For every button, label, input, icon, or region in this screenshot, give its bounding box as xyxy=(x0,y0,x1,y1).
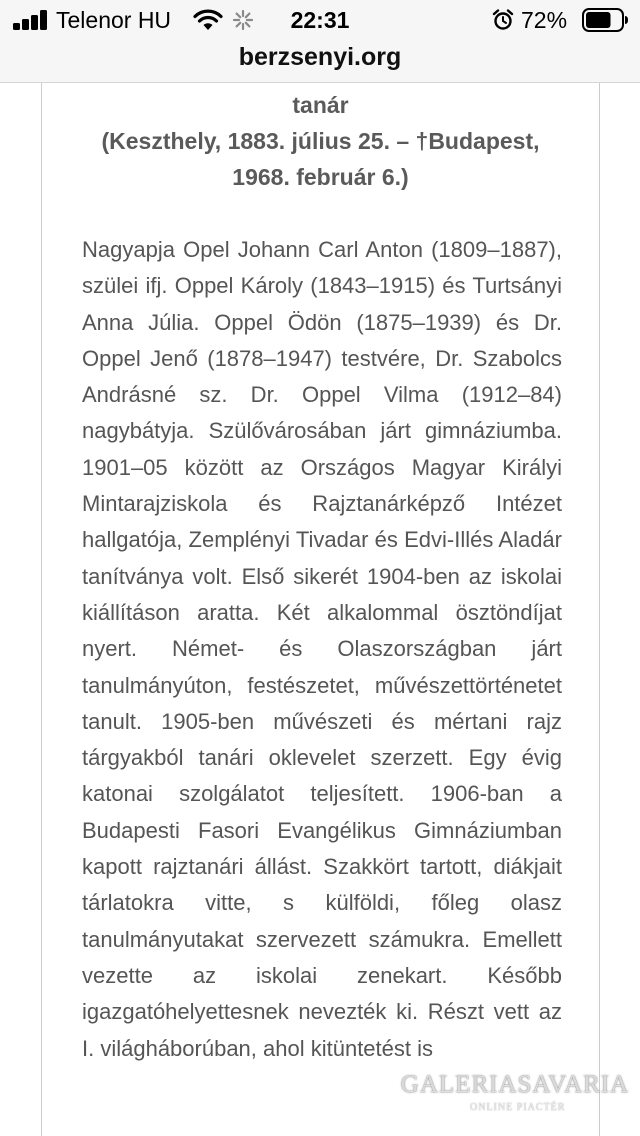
url-text[interactable]: berzsenyi.org xyxy=(238,43,402,71)
clock: 22:31 xyxy=(290,7,350,33)
battery-icon xyxy=(582,8,628,32)
alarm-icon xyxy=(492,9,514,31)
web-page xyxy=(0,83,640,1136)
content-column xyxy=(41,83,600,1136)
carrier-name: Telenor HU xyxy=(56,7,172,33)
wifi-icon xyxy=(192,8,224,32)
status-bar xyxy=(0,0,640,40)
heading-line-death: 1968. február 6.) xyxy=(232,164,409,190)
battery-percent: 72% xyxy=(521,7,568,33)
address-bar[interactable] xyxy=(0,40,640,83)
biography-text: Nagyapja Opel Johann Carl Anton (1809–1887), szülei ifj. Oppel Károly (1843–1915) és Turtsányi Anna Júlia. Oppel Ödön (1875–1939) és Dr. Oppel Jenő (1878–1947) testvére, Dr. Szabolcs Andrásné sz. Dr. Oppel Vilma (1912–84) nagybátyja. Szülővárosában járt gimnáziumba. 1901–05 között az Országos Magyar Királyi Mintarajziskola és Rajztanárképző Intézet hallgatója, Zemplényi Tivadar és Edvi-Illés Aladár tanítványa volt. Első sikerét 1904-ben az iskolai kiállításon aratta. Két alkalommal ösztöndíjat nyert. Német- és Olaszországban járt tanulmányúton, festészetet, művészettörténetet tanult. 1905-ben művészeti és mértani rajz tárgyakból tanári oklevelet szerzett. Egy évig katonai szolgálatot teljesített. 1906-ban a Budapesti Fasori Evangélikus Gimnáziumban kapott rajztanári állást. Szakkört tartott, diákjait tárlatokra vitte, s külföldi, főleg olasz tanulmányutakat szervezett számukra. Emellett vezette az iskolai zenekart. Később igazgatóhelyettesnek nevezték ki. Részt vett az I. világháborúban, ahol kitüntetést is xyxy=(82,237,562,1061)
watermark-logo: GALERIASAVARIA xyxy=(400,1071,630,1098)
article-heading xyxy=(42,87,599,195)
loading-icon xyxy=(232,9,254,31)
heading-line-birth: (Keszthely, 1883. július 25. – †Budapest, xyxy=(101,128,540,154)
heading-line-title: tanár xyxy=(292,92,349,118)
watermark-subtitle: ONLINE PIACTÉR xyxy=(470,1102,566,1113)
signal-icon xyxy=(13,10,49,30)
